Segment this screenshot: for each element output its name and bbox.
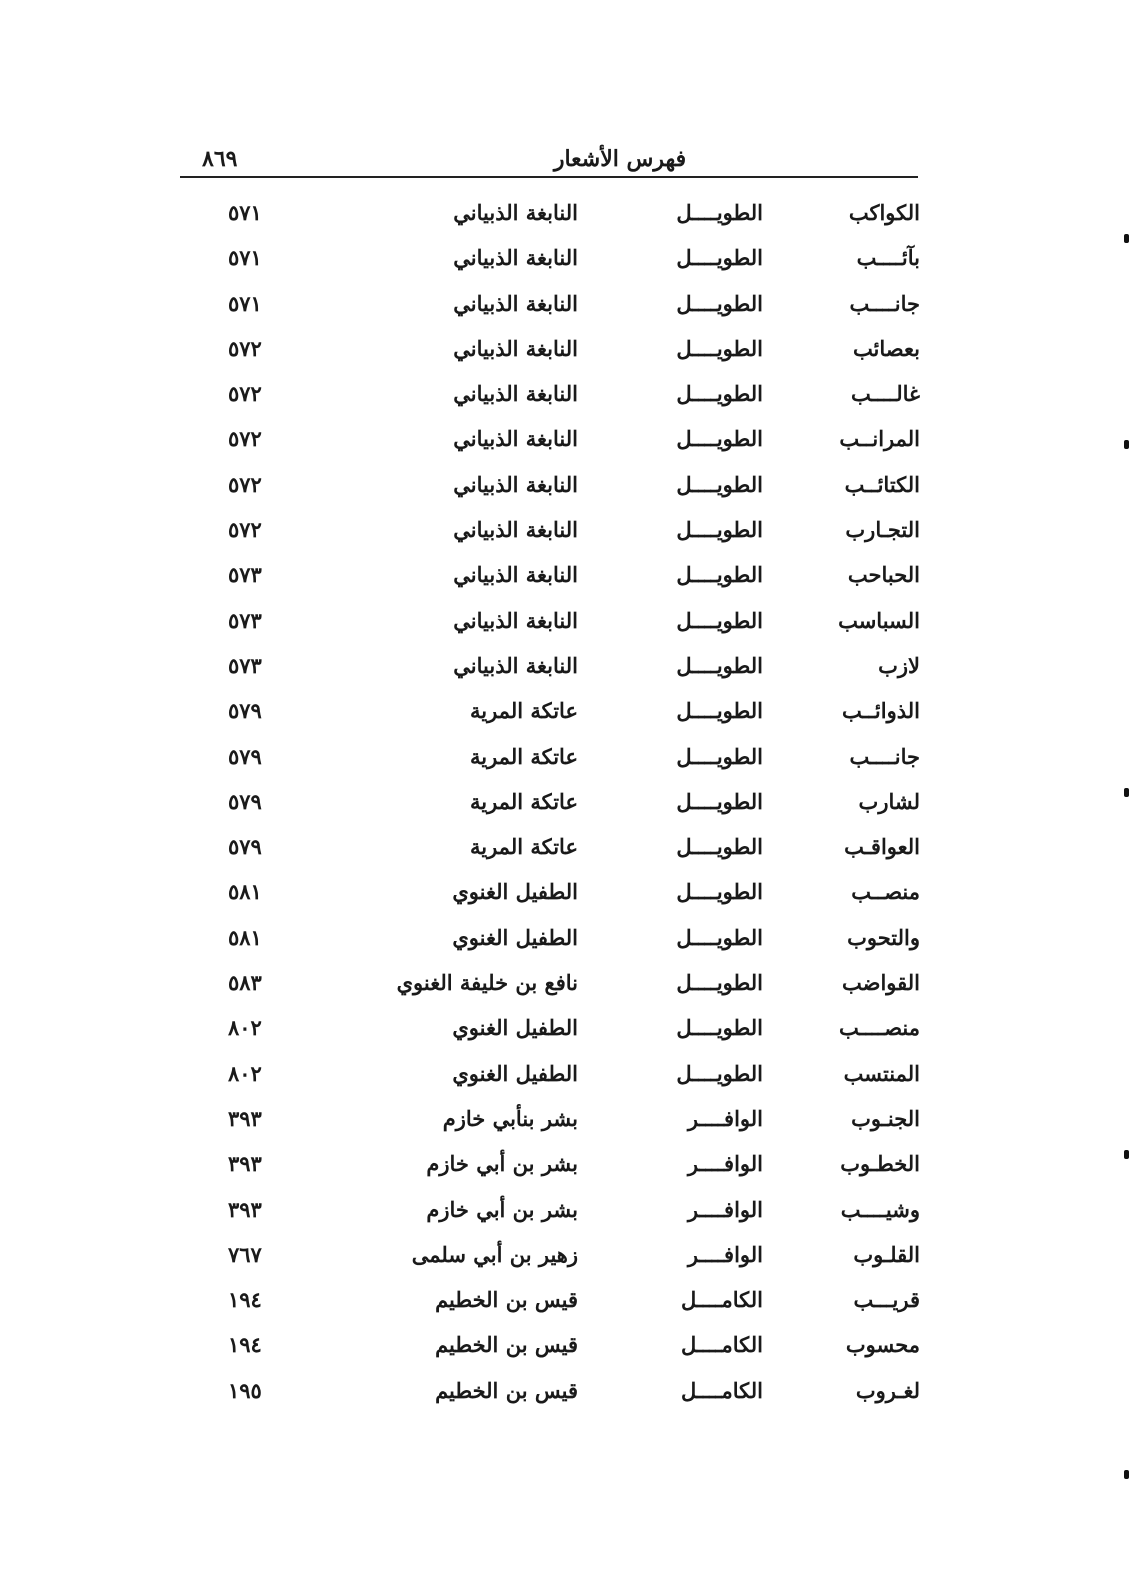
- meter-name: الطويــــل: [676, 698, 763, 724]
- index-row: [0, 556, 1133, 601]
- page-reference: ٥٧٣: [228, 562, 262, 588]
- meter-name: الطويــــل: [676, 1060, 763, 1086]
- index-row: [0, 1236, 1133, 1281]
- index-row: [0, 1009, 1133, 1054]
- index-row: [0, 873, 1133, 918]
- page-reference: ٨٠٢: [228, 1060, 262, 1086]
- index-row: [0, 1281, 1133, 1326]
- rhyme-word: المرانــب: [839, 426, 920, 452]
- rhyme-word: غالــــب: [850, 381, 920, 407]
- page-reference: ٣٩٣: [228, 1105, 262, 1131]
- page-reference: ٥٧٢: [228, 335, 262, 361]
- poet-name: النابغة الذبياني: [453, 562, 578, 588]
- poet-name: الطفيل الغنوي: [452, 879, 578, 905]
- meter-name: الطويــــل: [676, 924, 763, 950]
- page-reference: ٥٨١: [228, 924, 262, 950]
- index-row: [0, 466, 1133, 511]
- index-row: [0, 692, 1133, 737]
- poet-name: بشر بن أبي خازم: [426, 1196, 578, 1222]
- poet-name: النابغة الذبياني: [453, 426, 578, 452]
- index-row: [0, 1055, 1133, 1100]
- meter-name: الطويــــل: [676, 562, 763, 588]
- index-row: [0, 285, 1133, 330]
- index-row: [0, 511, 1133, 556]
- index-row: [0, 375, 1133, 420]
- index-row: [0, 420, 1133, 465]
- poetry-index-list: [0, 194, 1133, 1417]
- page-reference: ٥٧٩: [228, 834, 262, 860]
- rhyme-word: القواضب: [842, 970, 920, 996]
- poet-name: عاتكة المرية: [469, 698, 578, 724]
- scan-edge-mark: [1124, 440, 1129, 449]
- page-reference: ٥٧٢: [228, 471, 262, 497]
- rhyme-word: بعصائب: [852, 335, 920, 361]
- meter-name: الكامــــل: [681, 1332, 763, 1358]
- index-row: [0, 330, 1133, 375]
- rhyme-word: التجـارب: [845, 517, 920, 543]
- page-reference: ٥٧٩: [228, 743, 262, 769]
- meter-name: الطويــــل: [676, 200, 763, 225]
- page-reference: ٥٧٣: [228, 607, 262, 633]
- rhyme-word: والتحوب: [847, 924, 920, 950]
- poet-name: النابغة الذبياني: [453, 607, 578, 633]
- poet-name: نافع بن خليفة الغنوي: [396, 970, 578, 996]
- page-reference: ٥٨٣: [228, 970, 262, 996]
- meter-name: الطويــــل: [676, 970, 763, 996]
- page-reference: ٥٨١: [228, 879, 262, 905]
- rhyme-word: لشارب: [858, 788, 920, 814]
- meter-name: الوافــــر: [687, 1151, 763, 1177]
- poet-name: النابغة الذبياني: [453, 381, 578, 407]
- header-rule: [180, 176, 918, 178]
- page-reference: ٥٧١: [228, 245, 262, 271]
- rhyme-word: الجنـوب: [851, 1105, 920, 1131]
- meter-name: الطويــــل: [676, 426, 763, 452]
- poet-name: عاتكة المرية: [469, 788, 578, 814]
- meter-name: الطويــــل: [676, 607, 763, 633]
- rhyme-word: الحباحب: [847, 562, 920, 588]
- page-reference: ٥٧١: [228, 290, 262, 316]
- poet-name: الطفيل الغنوي: [452, 1060, 578, 1086]
- meter-name: الطويــــل: [676, 245, 763, 271]
- rhyme-word: السباسب: [838, 607, 920, 633]
- index-row: [0, 602, 1133, 647]
- index-row: [0, 1145, 1133, 1190]
- index-row: [0, 738, 1133, 783]
- meter-name: الطويــــل: [676, 879, 763, 905]
- rhyme-word: منصــب: [851, 879, 920, 905]
- rhyme-word: لازب: [878, 652, 920, 678]
- meter-name: الكامــــل: [681, 1377, 763, 1403]
- rhyme-word: العواقـب: [844, 834, 920, 860]
- rhyme-word: قريـــب: [853, 1287, 920, 1313]
- index-row: [0, 964, 1133, 1009]
- meter-name: الطويــــل: [676, 517, 763, 543]
- page-reference: ٣٩٣: [228, 1196, 262, 1222]
- meter-name: الوافــــر: [687, 1105, 763, 1131]
- scan-edge-mark: [1124, 1150, 1129, 1159]
- meter-name: الوافــــر: [687, 1196, 763, 1222]
- meter-name: الطويــــل: [676, 1015, 763, 1041]
- scan-edge-mark: [1124, 788, 1129, 797]
- poet-name: النابغة الذبياني: [453, 200, 578, 225]
- meter-name: الكامــــل: [681, 1287, 763, 1313]
- index-row: [0, 1191, 1133, 1236]
- page-reference: ٥٧١: [228, 200, 262, 225]
- rhyme-word: جانــــب: [849, 290, 920, 316]
- poet-name: النابغة الذبياني: [453, 335, 578, 361]
- poet-name: عاتكة المرية: [469, 743, 578, 769]
- index-row: [0, 919, 1133, 964]
- index-row: [0, 783, 1133, 828]
- meter-name: الطويــــل: [676, 381, 763, 407]
- poet-name: قيس بن الخطيم: [435, 1377, 578, 1403]
- page-number: ٨٦٩: [202, 146, 238, 172]
- poet-name: قيس بن الخطيم: [435, 1332, 578, 1358]
- index-row: [0, 194, 1133, 239]
- page-reference: ٥٧٢: [228, 426, 262, 452]
- index-row: [0, 647, 1133, 692]
- scan-edge-mark: [1124, 1470, 1129, 1479]
- rhyme-word: القلـوب: [853, 1241, 920, 1267]
- meter-name: الطويــــل: [676, 834, 763, 860]
- rhyme-word: المنتسب: [843, 1060, 920, 1086]
- rhyme-word: بآئــــب: [856, 245, 920, 271]
- page-reference: ٥٧٣: [228, 652, 262, 678]
- rhyme-word: الذوائــب: [841, 698, 920, 724]
- poet-name: النابغة الذبياني: [453, 471, 578, 497]
- meter-name: الطويــــل: [676, 788, 763, 814]
- page-header: [180, 138, 918, 178]
- page-title: فهرس الأشعار: [553, 146, 687, 172]
- rhyme-word: الكواكب: [848, 200, 920, 225]
- meter-name: الطويــــل: [676, 290, 763, 316]
- page-reference: ٣٩٣: [228, 1151, 262, 1177]
- page-reference: ١٩٥: [228, 1377, 262, 1403]
- rhyme-word: وشيــــب: [840, 1196, 920, 1222]
- rhyme-word: منصــــب: [838, 1015, 920, 1041]
- poet-name: بشر بن أبي خازم: [426, 1151, 578, 1177]
- meter-name: الطويــــل: [676, 743, 763, 769]
- index-row: [0, 1372, 1133, 1417]
- page-reference: ٥٧٩: [228, 698, 262, 724]
- poet-name: النابغة الذبياني: [453, 517, 578, 543]
- index-row: [0, 1100, 1133, 1145]
- poet-name: الطفيل الغنوي: [452, 924, 578, 950]
- page-reference: ١٩٤: [228, 1287, 262, 1313]
- meter-name: الطويــــل: [676, 335, 763, 361]
- index-row: [0, 1326, 1133, 1371]
- page-reference: ٨٠٢: [228, 1015, 262, 1041]
- page-reference: ٥٧٩: [228, 788, 262, 814]
- index-row: [0, 828, 1133, 873]
- meter-name: الطويــــل: [676, 652, 763, 678]
- page-reference: ٥٧٢: [228, 517, 262, 543]
- poet-name: قيس بن الخطيم: [435, 1287, 578, 1313]
- meter-name: الوافــــر: [687, 1241, 763, 1267]
- poet-name: النابغة الذبياني: [453, 245, 578, 271]
- poet-name: الطفيل الغنوي: [452, 1015, 578, 1041]
- meter-name: الطويــــل: [676, 471, 763, 497]
- rhyme-word: لغـروب: [855, 1377, 920, 1403]
- index-row: [0, 239, 1133, 284]
- rhyme-word: الخطـوب: [840, 1151, 920, 1177]
- poet-name: النابغة الذبياني: [453, 290, 578, 316]
- rhyme-word: جانــــب: [849, 743, 920, 769]
- scan-edge-mark: [1124, 234, 1129, 243]
- poet-name: عاتكة المرية: [469, 834, 578, 860]
- page-reference: ٥٧٢: [228, 381, 262, 407]
- poet-name: زهير بن أبي سلمى: [411, 1241, 578, 1267]
- page-reference: ٧٦٧: [228, 1241, 262, 1267]
- rhyme-word: محسوب: [845, 1332, 920, 1358]
- page-reference: ١٩٤: [228, 1332, 262, 1358]
- poet-name: النابغة الذبياني: [453, 652, 578, 678]
- poet-name: بشر بنأبي خازم: [442, 1105, 578, 1131]
- rhyme-word: الكتائــب: [844, 471, 920, 497]
